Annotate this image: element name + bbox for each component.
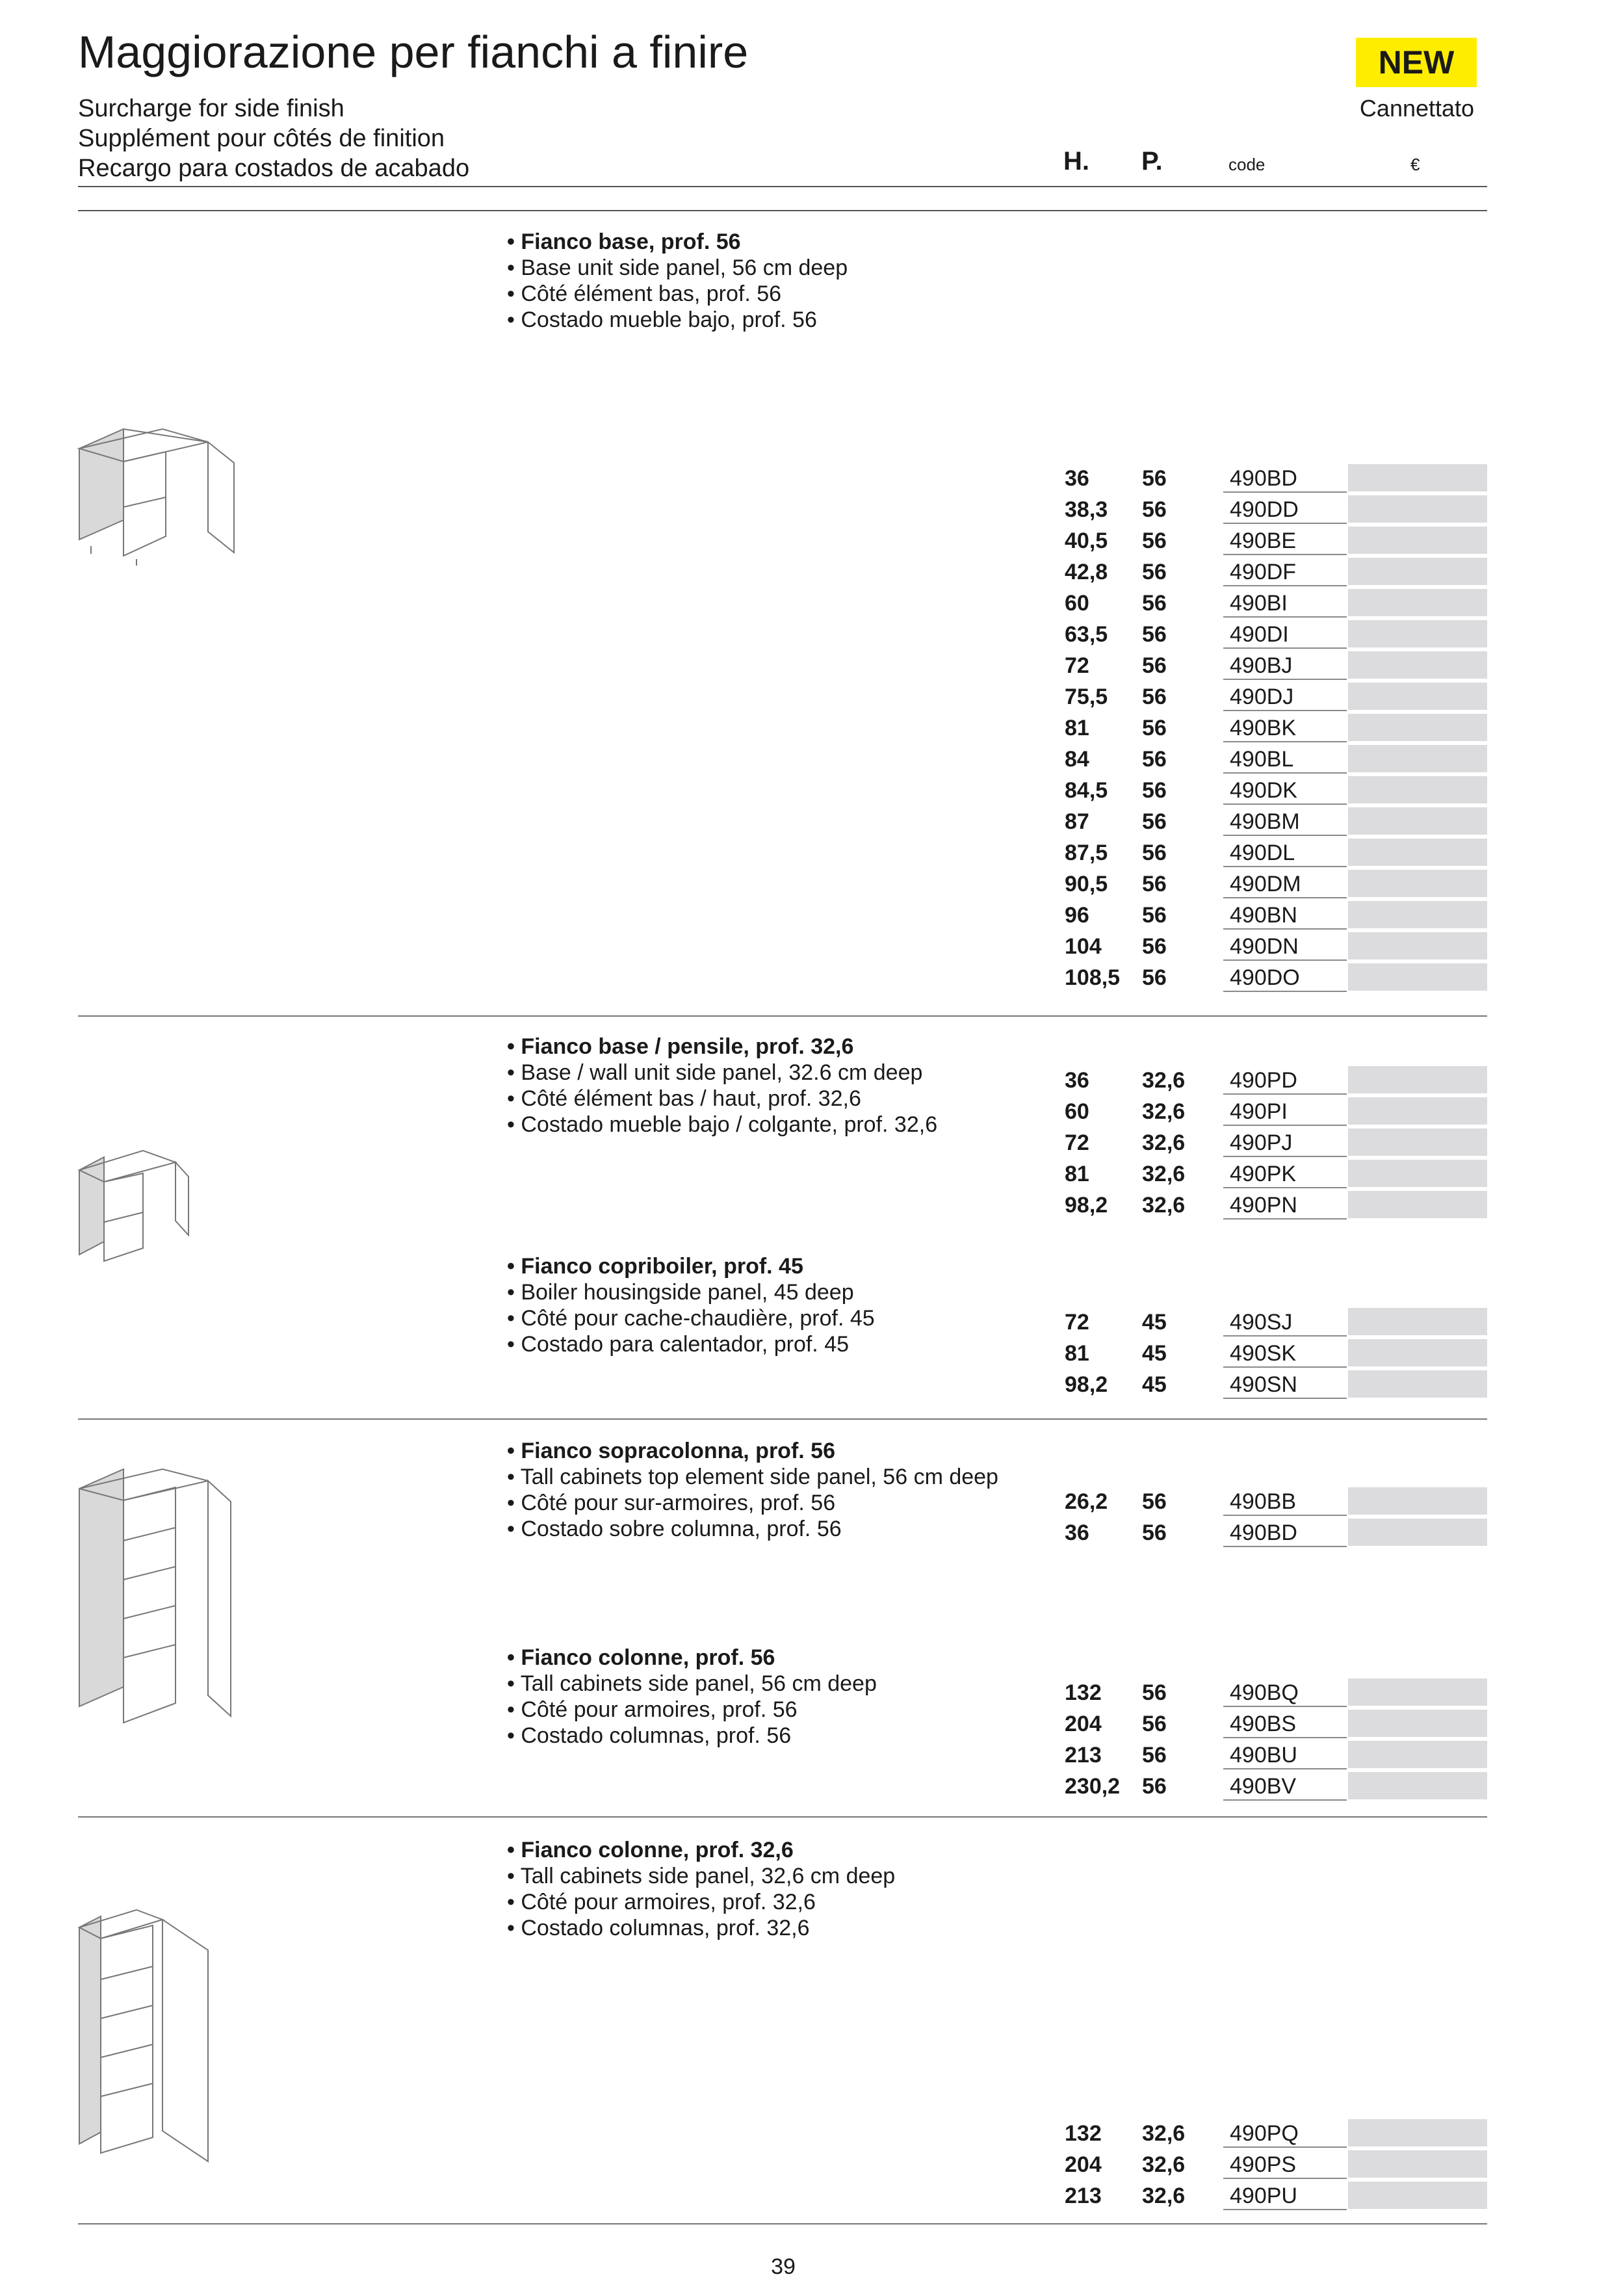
row-code: 490DD xyxy=(1223,494,1347,524)
row-price xyxy=(1348,1678,1487,1706)
description-line: • Costado mueble bajo, prof. 56 xyxy=(507,307,817,332)
row-price xyxy=(1348,807,1487,835)
column-header-price: € xyxy=(1410,155,1420,174)
description-line: • Costado para calentador, prof. 45 xyxy=(507,1332,850,1357)
row-code: 490BB xyxy=(1223,1486,1347,1516)
row-height: 213 xyxy=(1065,2184,1102,2208)
description-line: • Costado sobre columna, prof. 56 xyxy=(507,1517,842,1541)
description-line: • Tall cabinets side panel, 32,6 cm deep xyxy=(507,1864,896,1888)
description-line: • Côté pour cache-chaudière, prof. 45 xyxy=(507,1306,875,1331)
row-price xyxy=(1348,620,1487,647)
row-price xyxy=(1348,2150,1487,2178)
description-line: • Côté élément bas / haut, prof. 32,6 xyxy=(507,1086,861,1111)
row-depth: 56 xyxy=(1142,1712,1167,1736)
row-height: 72 xyxy=(1065,1310,1089,1335)
row-code: 490BN xyxy=(1223,900,1347,930)
row-code: 490PK xyxy=(1223,1158,1347,1188)
header-rule xyxy=(78,186,1487,187)
row-price xyxy=(1348,745,1487,772)
row-depth: 56 xyxy=(1142,716,1167,740)
row-code: 490DF xyxy=(1223,556,1347,586)
row-depth: 56 xyxy=(1142,872,1167,896)
section-title: • Fianco copriboiler, prof. 45 xyxy=(507,1254,803,1279)
description-line: • Boiler housingside panel, 45 deep xyxy=(507,1280,854,1305)
column-header-depth: P. xyxy=(1141,147,1163,176)
row-height: 84 xyxy=(1065,747,1089,772)
row-price xyxy=(1348,932,1487,959)
row-depth: 56 xyxy=(1142,497,1167,522)
column-header-height: H. xyxy=(1063,147,1089,176)
row-depth: 56 xyxy=(1142,778,1167,803)
row-code: 490BL xyxy=(1223,744,1347,774)
subtitle-es: Recargo para costados de acabado xyxy=(78,155,470,182)
row-price xyxy=(1348,1308,1487,1335)
row-price xyxy=(1348,558,1487,585)
row-height: 60 xyxy=(1065,591,1089,616)
section-description xyxy=(507,1645,877,1749)
row-code: 490BK xyxy=(1223,712,1347,742)
row-price xyxy=(1348,2119,1487,2146)
row-code: 490DN xyxy=(1223,931,1347,961)
row-code: 490PJ xyxy=(1223,1127,1347,1157)
row-depth: 56 xyxy=(1142,809,1167,834)
row-depth: 32,6 xyxy=(1142,1099,1186,1124)
row-height: 36 xyxy=(1065,1068,1089,1093)
page-title: Maggiorazione per fianchi a finire xyxy=(78,27,749,77)
finish-label: Cannettato xyxy=(1359,95,1475,122)
row-depth: 56 xyxy=(1142,653,1167,678)
row-price xyxy=(1348,1710,1487,1737)
row-code: 490DM xyxy=(1223,868,1347,898)
row-code: 490SK xyxy=(1223,1338,1347,1368)
row-price xyxy=(1348,1160,1487,1187)
row-price xyxy=(1348,1128,1487,1156)
row-height: 104 xyxy=(1065,934,1102,959)
row-code: 490BV xyxy=(1223,1771,1347,1801)
row-height: 38,3 xyxy=(1065,497,1108,522)
section-description xyxy=(507,1253,875,1357)
section-divider xyxy=(78,1418,1487,1420)
row-depth: 45 xyxy=(1142,1341,1167,1366)
row-height: 90,5 xyxy=(1065,872,1108,896)
row-price xyxy=(1348,495,1487,523)
row-height: 204 xyxy=(1065,1712,1102,1736)
row-depth: 56 xyxy=(1142,466,1167,491)
description-line: • Costado columnas, prof. 56 xyxy=(507,1723,792,1748)
row-height: 204 xyxy=(1065,2152,1102,2177)
row-height: 81 xyxy=(1065,1341,1089,1366)
row-code: 490SN xyxy=(1223,1369,1347,1399)
row-code: 490PN xyxy=(1223,1190,1347,1220)
row-height: 96 xyxy=(1065,903,1089,928)
row-price xyxy=(1348,963,1487,991)
row-depth: 45 xyxy=(1142,1310,1167,1335)
subtitle-en: Surcharge for side finish xyxy=(78,95,344,122)
row-depth: 56 xyxy=(1142,560,1167,584)
row-depth: 56 xyxy=(1142,841,1167,865)
section-divider xyxy=(78,2223,1487,2224)
row-depth: 32,6 xyxy=(1142,1193,1186,1218)
description-line: • Base / wall unit side panel, 32.6 cm deep xyxy=(507,1060,923,1085)
description-line: • Côté pour armoires, prof. 32,6 xyxy=(507,1890,816,1914)
row-height: 98,2 xyxy=(1065,1372,1108,1397)
row-price xyxy=(1348,1741,1487,1768)
row-height: 132 xyxy=(1065,2121,1102,2146)
row-price xyxy=(1348,776,1487,803)
row-height: 230,2 xyxy=(1065,1774,1121,1799)
new-badge: NEW xyxy=(1356,38,1477,87)
row-depth: 56 xyxy=(1142,622,1167,647)
row-code: 490BI xyxy=(1223,588,1347,618)
row-code: 490PQ xyxy=(1223,2118,1347,2148)
row-depth: 56 xyxy=(1142,1743,1167,1768)
section-description xyxy=(507,1438,998,1542)
section-title: • Fianco colonne, prof. 32,6 xyxy=(507,1838,794,1862)
row-height: 98,2 xyxy=(1065,1193,1108,1218)
row-code: 490BD xyxy=(1223,463,1347,493)
row-depth: 56 xyxy=(1142,1520,1167,1545)
row-depth: 56 xyxy=(1142,1774,1167,1799)
row-price xyxy=(1348,839,1487,866)
row-height: 87 xyxy=(1065,809,1089,834)
row-price xyxy=(1348,1191,1487,1218)
row-code: 490BJ xyxy=(1223,650,1347,680)
row-code: 490BE xyxy=(1223,525,1347,555)
row-price xyxy=(1348,651,1487,679)
row-code: 490BM xyxy=(1223,806,1347,836)
tall-cabinet-illustration xyxy=(71,1456,247,1729)
wall-cabinet-illustration xyxy=(71,1138,201,1268)
row-code: 490PI xyxy=(1223,1096,1347,1126)
row-height: 42,8 xyxy=(1065,560,1108,584)
row-price xyxy=(1348,527,1487,554)
description-line: • Tall cabinets top element side panel, 56 cm deep xyxy=(507,1465,998,1489)
row-code: 490SJ xyxy=(1223,1307,1347,1337)
section-divider xyxy=(78,1816,1487,1818)
section-description xyxy=(507,229,848,333)
row-depth: 56 xyxy=(1142,1489,1167,1514)
row-height: 72 xyxy=(1065,1130,1089,1155)
section-title: • Fianco colonne, prof. 56 xyxy=(507,1645,775,1670)
description-line: • Côté pour armoires, prof. 56 xyxy=(507,1697,798,1722)
row-code: 490BS xyxy=(1223,1708,1347,1738)
section-description xyxy=(507,1034,937,1138)
row-code: 490DK xyxy=(1223,775,1347,805)
description-line: • Côté pour sur-armoires, prof. 56 xyxy=(507,1491,836,1515)
section-divider xyxy=(78,210,1487,211)
row-depth: 56 xyxy=(1142,528,1167,553)
row-depth: 45 xyxy=(1142,1372,1167,1397)
row-height: 75,5 xyxy=(1065,685,1108,709)
row-code: 490PD xyxy=(1223,1065,1347,1095)
row-height: 132 xyxy=(1065,1680,1102,1705)
row-price xyxy=(1348,589,1487,616)
row-height: 213 xyxy=(1065,1743,1102,1768)
row-height: 36 xyxy=(1065,1520,1089,1545)
description-line: • Côté élément bas, prof. 56 xyxy=(507,281,782,306)
section-title: • Fianco base / pensile, prof. 32,6 xyxy=(507,1034,854,1059)
row-price xyxy=(1348,1097,1487,1125)
description-line: • Base unit side panel, 56 cm deep xyxy=(507,255,848,280)
row-depth: 32,6 xyxy=(1142,2152,1186,2177)
row-code: 490BQ xyxy=(1223,1677,1347,1707)
description-line: • Tall cabinets side panel, 56 cm deep xyxy=(507,1671,877,1696)
row-price xyxy=(1348,464,1487,491)
row-depth: 32,6 xyxy=(1142,1068,1186,1093)
row-code: 490DI xyxy=(1223,619,1347,649)
row-depth: 56 xyxy=(1142,965,1167,990)
row-height: 36 xyxy=(1065,466,1089,491)
row-depth: 56 xyxy=(1142,903,1167,928)
row-height: 81 xyxy=(1065,1162,1089,1186)
section-description xyxy=(507,1837,895,1941)
row-height: 40,5 xyxy=(1065,528,1108,553)
row-depth: 32,6 xyxy=(1142,2184,1186,2208)
row-price xyxy=(1348,1487,1487,1515)
row-price xyxy=(1348,901,1487,928)
row-code: 490DL xyxy=(1223,837,1347,867)
section-title: • Fianco sopracolonna, prof. 56 xyxy=(507,1439,835,1463)
column-header-code: code xyxy=(1228,155,1266,174)
row-height: 26,2 xyxy=(1065,1489,1108,1514)
row-code: 490PU xyxy=(1223,2180,1347,2210)
row-price xyxy=(1348,1519,1487,1546)
row-depth: 56 xyxy=(1142,591,1167,616)
row-depth: 32,6 xyxy=(1142,1130,1186,1155)
row-price xyxy=(1348,1339,1487,1366)
row-depth: 32,6 xyxy=(1142,1162,1186,1186)
row-price xyxy=(1348,1370,1487,1398)
row-depth: 56 xyxy=(1142,685,1167,709)
row-height: 81 xyxy=(1065,716,1089,740)
description-line: • Costado mueble bajo / colgante, prof. 32,6 xyxy=(507,1112,938,1137)
tall-slim-cabinet-illustration xyxy=(71,1898,221,2171)
row-price xyxy=(1348,1066,1487,1093)
row-code: 490DO xyxy=(1223,962,1347,992)
row-depth: 56 xyxy=(1142,1680,1167,1705)
row-height: 63,5 xyxy=(1065,622,1108,647)
subtitle-fr: Supplément pour côtés de finition xyxy=(78,125,445,152)
description-line: • Costado columnas, prof. 32,6 xyxy=(507,1916,810,1940)
row-depth: 56 xyxy=(1142,934,1167,959)
page-number: 39 xyxy=(771,2254,796,2279)
row-depth: 56 xyxy=(1142,747,1167,772)
section-title: • Fianco base, prof. 56 xyxy=(507,229,741,254)
row-height: 108,5 xyxy=(1065,965,1121,990)
row-price xyxy=(1348,714,1487,741)
row-code: 490BD xyxy=(1223,1517,1347,1547)
row-price xyxy=(1348,1772,1487,1799)
row-code: 490PS xyxy=(1223,2149,1347,2179)
base-cabinet-illustration xyxy=(71,416,240,572)
row-depth: 32,6 xyxy=(1142,2121,1186,2146)
row-height: 72 xyxy=(1065,653,1089,678)
row-height: 84,5 xyxy=(1065,778,1108,803)
row-price xyxy=(1348,683,1487,710)
section-divider xyxy=(78,1015,1487,1017)
row-code: 490BU xyxy=(1223,1740,1347,1769)
row-price xyxy=(1348,870,1487,897)
row-price xyxy=(1348,2182,1487,2209)
row-height: 87,5 xyxy=(1065,841,1108,865)
row-height: 60 xyxy=(1065,1099,1089,1124)
row-code: 490DJ xyxy=(1223,681,1347,711)
